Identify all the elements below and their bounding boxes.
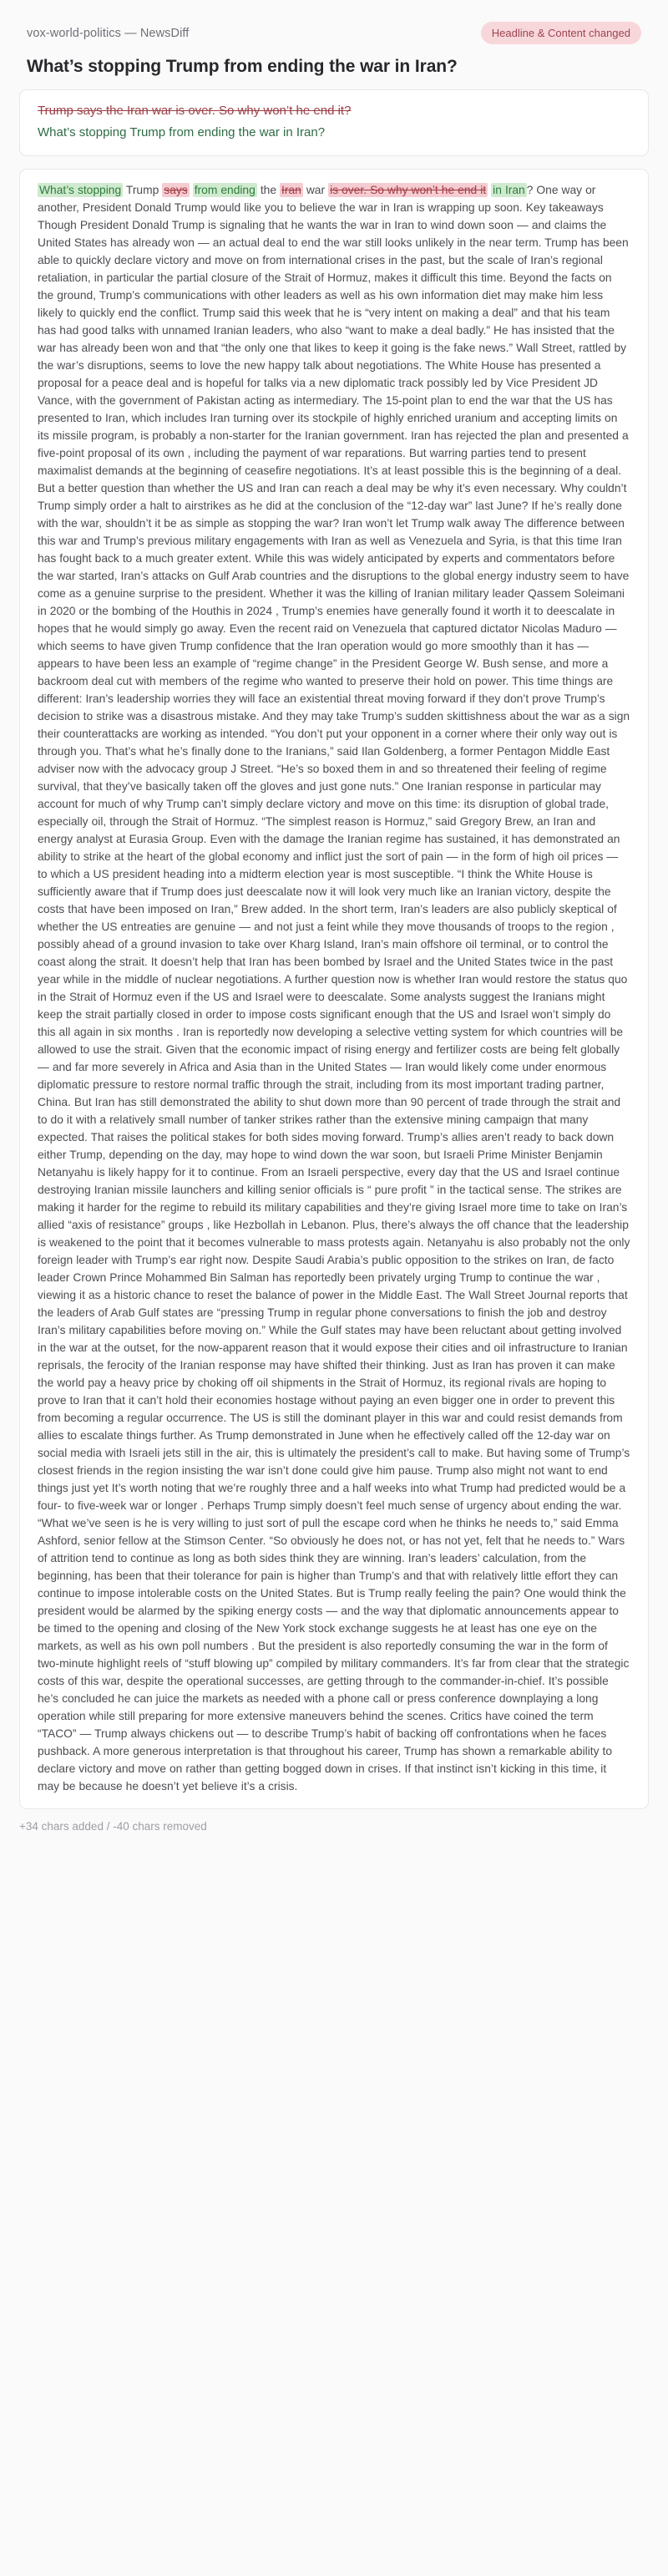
- diff-added-text: in Iran: [493, 184, 525, 196]
- diff-unchanged-text: ? One way or another, President Donald Trump would like you to believe the war in Iran is wrapping up soon. Key takeaways Though President Donald Trump is signaling that he wants the war in Iran to wind down soon — and claims the United States has already won — an actual deal to end the war still looks unlikely in the near term. Trump has been able to quickly declare victory and move on from international crises in the past, but the scale of Iran’s regional retaliation, in particular the partial closure of the Strait of Hormuz, makes it difficult this time. Beyond the facts on the ground, Trump’s communications with other leaders as well as his own information diet may make him less likely to quickly end the conflict. Trump said this week that he is “very intent on making a deal” and that his team has had good talks with unnamed Iranian leaders, who also “want to make a deal badly.” He has insisted that the war has already been won and that “the only one that likes to keep it going is the fake news.” Wall Street, rattled by the war’s disruptions, seems to love the new happy talk about negotiations. The White House has presented a proposal for a peace deal and is hopeful for talks via a new diplomatic track possibly led by Vice President JD Vance, with the government of Pakistan acting as intermediary. The 15-point plan to end the war that the US has presented to Iran, which includes Iran turning over its stockpile of highly enriched uranium and accepting limits on its missile program, is probably a non-starter for the Iranian government. Iran has rejected the plan and presented a five-point proposal of its own , including the payment of war reparations. But warring parties tend to present maximalist demands at the beginning of ceasefire negotiations. It’s at least possible this is the beginning of a deal. But a better question than whether the US and Iran can reach a deal may be why it’s even necessary. Why couldn’t Trump simply order a halt to airstrikes as he did at the conclusion of the “12-day war” last June? If he’s really done with the war, shouldn’t it be as simple as stopping the war? Iran won’t let Trump walk away The difference between this war and Trump’s previous military engagements with Iran as well as Venezuela and Syria, is that this time Iran has fought back to a much greater extent. While this was widely anticipated by experts and commentators before the war started, Iran’s attacks on Gulf Arab countries and the disruptions to the global energy industry seem to have come as a genuine surprise to the president. Whether it was the killing of Iranian military leader Qassem Soleimani in 2020 or the bombing of the Houthis in 2024 , Trump’s enemies have generally found it worth it to deescalate in hopes that he would simply go away. Even the recent raid on Venezuela that captured dictator Nicolas Maduro — which seems to have given Trump confidence that the Iran operation would go more smoothly than it has — appears to have been less an example of “regime change” in the President George W. Bush sense, and more a backroom deal cut with members of the regime who wanted to preserve their hold on power. This time things are different: Iran’s leadership worries they will face an existential threat moving forward if they don’t prove Trump’s decision to strike was a disastrous mistake. And they may take Trump’s sudden skittishness about the war as a sign their counterattacks are working as intended. “You don’t put your opponent in a corner where their only way out is through you. That’s what he’s finally done to the Iranians,” said Ilan Goldenberg, a former Pentagon Middle East adviser now with the advocacy group J Street. “He’s so boxed them in and so threatened their feeling of regime survival, that they’ve basically taken off the gloves and just gone nuts.” One Iranian response in particular may account for much of why Trump can’t simply declare victory and move on this time: its disruption of global trade, especially oil, through the Strait of Hormuz. “The simplest reason is Hormuz,” said Gregory Brew, an Iran and energy analyst at Eurasia Group. Even with the damage the Iranian regime has sustained, it has demonstrated an ability to strike at the heart of the global economy and inflict just the sort of pain — in the form of high oil prices — to which a US president heading into a midterm election year is most susceptible. “I think the White House is sufficiently aware that if Trump does just deescalate now it will look very much like an Iranian victory, despite the costs that have been imposed on Iran,” Brew added. In the short term, Iran’s leaders are also publicly skeptical of whether the US entreaties are genuine — and not just a feint while they move thousands of troops to the region , possibly ahead of a ground invasion to take over Kharg Island, Iran’s main offshore oil terminal, or to control the coast along the strait. It doesn’t help that Iran has been bombed by Israel and the United States twice in the past year while in the middle of nuclear negotiations. A further question now is whether Iran would restore the status quo in the Strait of Hormuz even if the US and Israel were to deescalate. Some analysts suggest the Iranians might keep the strait partially closed in order to impose costs significant enough that the US and Israel won’t simply do this all again in six months . Iran is reportedly now developing a selective vetting system for which countries will be allowed to use the strait. Given that the economic impact of rising energy and fertilizer costs are being felt globally — and far more severely in Africa and Asia than in the United States — Iran would likely come under enormous diplomatic pressure to restore normal traffic through the strait, including from its most important trading partner, China. But Iran has still demonstrated the ability to shut down more than 90 percent of trade through the strait and to do it with a relatively small number of tanker strikes rather than the extensive mining campaign that many expected. That raises the political stakes for both sides moving forward. Trump’s allies aren’t ready to back down either Trump, depending on the day, may hope to wind down the war soon, but Israeli Prime Minister Benjamin Netanyahu is likely happy for it to continue. From an Israeli perspective, every day that the US and Israel continue destroying Iranian missile launchers and killing senior officials is “ pure profit ” in the tactical sense. The strikes are making it harder for the regime to rebuild its military capabilities and they’re giving Israel more time to take on Iran’s allied “axis of resistance” groups , like Hezbollah in Lebanon. Plus, there’s always the off chance that the leadership is weakened to the point that it becomes vulnerable to mass protests again. Netanyahu is also probably not the only foreign leader with Trump’s ear right now. Despite Saudi Arabia’s public opposition to the strikes on Iran, de facto leader Crown Prince Mohammed Bin Salman has reportedly been privately urging Trump to continue the war , viewing it as a historic chance to reset the balance of power in the Middle East. The Wall Street Journal reports that the leaders of Arab Gulf states are “pressing Trump in regular phone conversations to finish the job and destroy Iran’s military capabilities before moving on.” While the Gulf states may have been reluctant about getting involved in the war at the outset, for the now-apparent reason that it would expose their cities and oil infrastructure to Iranian reprisals, the ferocity of the Iranian response may have shifted their thinking. Just as Iran has proven it can make the world pay a heavy price by choking off oil shipments in the Strait of Hormuz, its regional rivals are hoping to prove to Iran that it can’t hold their economies hostage without paying an even bigger one in order to prevent this from becoming a regular occurrence. The US is still the dominant player in this war and could resist demands from allies to escalate things further. As Trump demonstrated in June when he effectively called off the 12-day war on social media with Israeli jets still in the air, this is ultimately the president’s call to make. But having some of Trump’s closest friends in the region insisting the war isn’t done could give him pause. Trump also might not want to end things just yet It’s worth noting that we’re roughly three and a half weeks into what Trump had predicted would be a four- to five-week war or longer . Perhaps Trump simply doesn’t feel much sense of urgency about ending the war. “What we’ve seen is he is very willing to just sort of pull the escape cord when he thinks he needs to,” said Emma Ashford, senior fellow at the Stimson Center. “So obviously he does not, or has not yet, felt that he needs to.” Wars of attrition tend to continue as long as both sides think they are winning. Iran’s leaders’ calculation, from the beginning, has been that their tolerance for pain is higher than Trump’s and that with relatively little effort they can continue to impose intolerable costs on the United States. But is Trump really feeling the pain? One would think the president would be alarmed by the spiking energy costs — and the way that diplomatic announcements appear to be timed to the opening and closing of the New York stock exchange suggests he at least has one eye on the markets, as well as his own poll numbers . But the president is also reportedly consuming the war in the form of two-minute highlight reels of “stuff blowing up” compiled by military commanders. It’s far from clear that the strategic costs of this war, despite the operational successes, are getting through to the commander-in-chief. It’s possible he’s concluded he can juice the markets as needed with a phone call or press conference downplaying a long operation while still preparing for more extensive maneuvers behind the scenes. Critics have coined the term “TACO” — Trump always chickens out — to describe Trump’s habit of backing off confrontations when he faces pushback. A more generous interpretation is that throughout his career, Trump has shown a remarkable ability to declare victory and move on rather than getting bogged down in crises. If that instinct isn’t kicking in this time, it may be because he doesn’t yet believe it’s a crisis.: [38, 184, 630, 1793]
- diff-unchanged-text: war: [302, 184, 329, 196]
- content-diff-card: [19, 169, 649, 1809]
- diff-stats: +34 chars added / -40 chars removed: [19, 1820, 207, 1833]
- new-headline-text: What’s stopping Trump from ending the war in Iran?: [38, 125, 326, 139]
- headline-diff-card: [19, 89, 649, 156]
- source-breadcrumb: vox-world-politics — NewsDiff: [27, 26, 190, 40]
- diff-removed-text: Iran: [281, 184, 301, 196]
- diff-removed-text: says: [164, 184, 188, 196]
- diff-added-text: What’s stopping: [39, 184, 122, 196]
- diff-unchanged-text: Trump: [123, 184, 163, 196]
- old-headline-text: Trump says the Iran war is over. So why won’t he end it?: [38, 104, 352, 118]
- change-status-badge: Headline & Content changed: [481, 22, 641, 44]
- diff-unchanged-text: the: [256, 184, 281, 196]
- diff-added-text: from ending: [194, 184, 256, 196]
- diff-removed-text: is over. So why won’t he end it: [330, 184, 487, 196]
- content-diff-text: [38, 181, 630, 1795]
- header-row: [19, 22, 649, 44]
- page-title: What’s stopping Trump from ending the war in Iran?: [27, 57, 458, 76]
